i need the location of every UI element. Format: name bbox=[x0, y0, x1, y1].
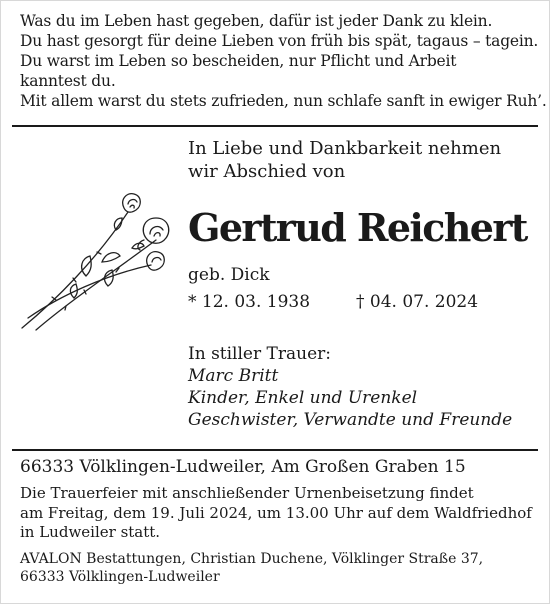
service-line: Die Trauerfeier mit anschließender Urnenbeisetzung findet bbox=[20, 484, 474, 502]
divider-top bbox=[12, 125, 538, 127]
family-address: 66333 Völklingen-Ludweiler, Am Großen Graben 15 bbox=[20, 457, 466, 477]
birth-date: * 12. 03. 1938 bbox=[188, 292, 311, 312]
mourner-line: Kinder, Enkel und Urenkel bbox=[188, 388, 418, 408]
divider-bottom bbox=[12, 449, 538, 451]
undertaker-line: 66333 Völklingen-Ludweiler bbox=[20, 569, 220, 585]
mourners-heading: In stiller Trauer: bbox=[188, 344, 331, 364]
intro-line: In Liebe und Dankbarkeit nehmen bbox=[188, 138, 502, 159]
farewell-intro bbox=[188, 137, 501, 183]
deceased-name: Gertrud Reichert bbox=[188, 205, 527, 250]
intro-line: wir Abschied von bbox=[188, 161, 346, 182]
undertaker-line: AVALON Bestattungen, Christian Duchene, Völklinger Straße 37, bbox=[20, 551, 484, 567]
service-line: in Ludweiler statt. bbox=[20, 523, 161, 541]
roses-icon bbox=[16, 190, 186, 340]
poem-line: kanntest du. bbox=[20, 72, 116, 90]
poem-line: Du hast gesorgt für deine Lieben von früh bis spät, tagaus – tagein. bbox=[20, 32, 539, 50]
poem bbox=[20, 11, 547, 111]
service-line: am Freitag, dem 19. Juli 2024, um 13.00 Uhr auf dem Waldfriedhof bbox=[20, 503, 532, 522]
mourners bbox=[188, 343, 512, 431]
poem-line: Mit allem warst du stets zufrieden, nun schlafe sanft in ewiger Ruh’. bbox=[20, 92, 547, 110]
mourner-line: Geschwister, Verwandte und Freunde bbox=[188, 410, 513, 430]
life-dates bbox=[188, 290, 528, 314]
poem-line: Du warst im Leben so bescheiden, nur Pflicht und Arbeit bbox=[20, 52, 457, 70]
poem-line: Was du im Leben hast gegeben, dafür ist jeder Dank zu klein. bbox=[20, 12, 493, 30]
birth-name: geb. Dick bbox=[188, 265, 270, 285]
death-date: † 04. 07. 2024 bbox=[356, 292, 479, 312]
mourner-line: Marc Britt bbox=[188, 366, 279, 386]
undertaker-info bbox=[20, 550, 540, 586]
funeral-service-info bbox=[20, 484, 540, 543]
